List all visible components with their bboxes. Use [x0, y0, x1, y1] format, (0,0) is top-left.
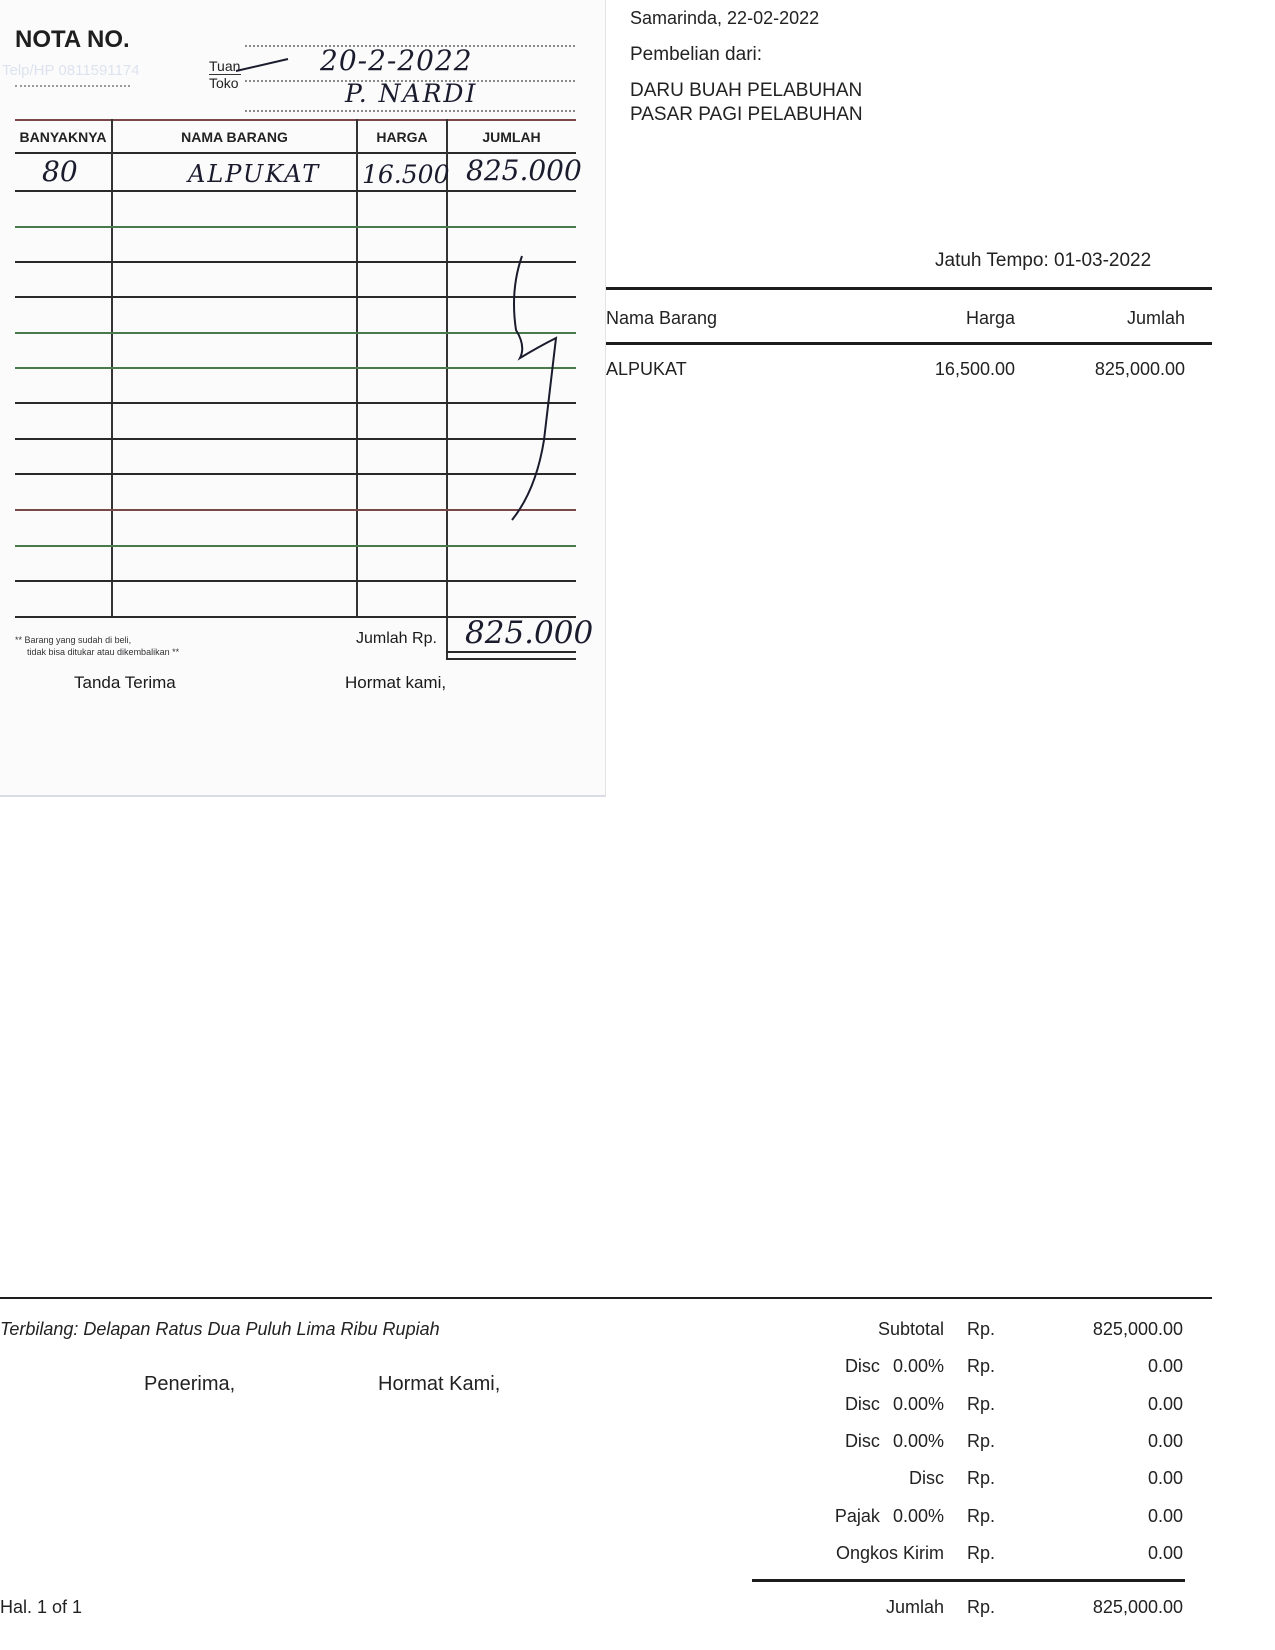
totals-currency: Rp.	[967, 1394, 996, 1414]
table-row-line	[15, 226, 576, 228]
totals-value: 825,000.00	[1092, 1319, 1183, 1339]
totals-currency: Rp.	[967, 1356, 996, 1376]
totals-label-name: Ongkos Kirim	[835, 1543, 944, 1563]
phone-dotted-line	[15, 85, 130, 87]
items-header-top-rule	[600, 287, 1212, 290]
receipt-regards-label: Hormat kami,	[345, 673, 447, 692]
item-name: ALPUKAT	[606, 359, 687, 379]
totals-label-percent: 0.00%	[892, 1356, 944, 1376]
tuan-label: Tuan	[209, 58, 241, 74]
column-header-item: NAMA BARANG	[181, 129, 288, 145]
table-row-line	[15, 402, 576, 404]
totals-currency: Rp.	[967, 1468, 996, 1488]
handwritten-receipt	[0, 0, 606, 797]
handwritten-date: 20-2-2022	[320, 44, 473, 77]
totals-value: 0.00	[1147, 1506, 1183, 1526]
footnote-line-2: tidak bisa ditukar atau dikembalikan **	[27, 647, 180, 657]
totals-value: 0.00	[1147, 1468, 1183, 1488]
items-header-bottom-rule	[600, 342, 1212, 345]
table-row-line	[15, 190, 576, 192]
items-header-price: Harga	[965, 308, 1015, 328]
totals-label	[760, 1431, 944, 1452]
totals-value: 0.00	[1147, 1394, 1183, 1414]
table-row-line	[15, 473, 576, 475]
item-amount: 825,000.00	[1094, 359, 1185, 379]
handwritten-name: P. NARDI	[345, 79, 478, 108]
totals-value: 0.00	[1147, 1543, 1183, 1563]
due-date: Jatuh Tempo: 01-03-2022	[935, 250, 1152, 271]
table-row-line	[15, 438, 576, 440]
totals-label-name: Disc	[844, 1394, 880, 1414]
ditto-pen-stroke	[500, 250, 570, 530]
seller-name: DARU BUAH PELABUHAN	[630, 80, 863, 101]
row-item: ALPUKAT	[188, 160, 321, 188]
grand-total-value: 825,000.00	[1092, 1597, 1183, 1617]
totals-label-name: Disc	[844, 1431, 880, 1451]
totals-currency: Rp.	[967, 1431, 996, 1451]
table-row-line	[15, 332, 576, 334]
totals-label	[760, 1506, 944, 1527]
column-header-qty: BANYAKNYA	[19, 129, 107, 145]
seller-address: PASAR PAGI PELABUHAN	[630, 104, 863, 125]
totals-currency: Rp.	[967, 1543, 996, 1563]
column-header-price: HARGA	[376, 129, 428, 145]
regards-label: Hormat Kami,	[378, 1373, 501, 1395]
totals-currency: Rp.	[967, 1319, 996, 1339]
totals-label-percent: 0.00%	[892, 1506, 944, 1526]
table-top-rule	[15, 119, 576, 121]
totals-label	[760, 1319, 944, 1340]
footnote-line-1: ** Barang yang sudah di beli,	[15, 635, 132, 645]
toko-label: Toko	[209, 75, 239, 91]
totals-currency: Rp.	[967, 1506, 996, 1526]
table-row-line	[15, 509, 576, 511]
row-amount: 825.000	[466, 154, 582, 187]
grand-total-label: Jumlah	[885, 1597, 944, 1617]
totals-label	[760, 1543, 944, 1564]
col-divider-3	[446, 119, 448, 660]
row-qty: 80	[42, 155, 78, 188]
page-info: Hal. 1 of 1	[0, 1597, 83, 1617]
totals-label-name: Subtotal	[877, 1319, 944, 1339]
table-row-line	[15, 296, 576, 298]
address-dotted-line	[245, 110, 575, 112]
table-row-line	[15, 261, 576, 263]
table-row-line	[15, 580, 576, 582]
place-date: Samarinda, 22-02-2022	[630, 8, 820, 28]
item-price: 16,500.00	[934, 359, 1015, 379]
column-header-amount: JUMLAH	[482, 129, 541, 145]
table-row-line	[15, 367, 576, 369]
items-header-name: Nama Barang	[606, 308, 718, 328]
receiver-label: Penerima,	[144, 1373, 236, 1395]
receipt-title: NOTA NO.	[15, 26, 130, 53]
grand-total-currency: Rp.	[967, 1597, 996, 1617]
totals-label	[760, 1468, 944, 1489]
totals-label-name: Pajak	[834, 1506, 880, 1526]
totals-label	[760, 1356, 944, 1377]
table-row-line	[15, 545, 576, 547]
receipt-faded-phone: Telp/HP 0811591174	[2, 62, 140, 79]
items-header-amount: Jumlah	[1126, 308, 1185, 328]
totals-label-percent: 0.00%	[892, 1394, 944, 1414]
receipt-total-value: 825.000	[465, 615, 594, 651]
totals-value: 0.00	[1147, 1431, 1183, 1451]
totals-value: 0.00	[1147, 1356, 1183, 1376]
totals-label	[760, 1394, 944, 1415]
totals-label-name: Disc	[844, 1356, 880, 1376]
amount-in-words: Terbilang: Delapan Ratus Dua Puluh Lima Ribu Rupiah	[0, 1319, 440, 1339]
row-price: 16.500	[362, 160, 450, 189]
total-underline-2	[446, 658, 576, 660]
receipt-total-label: Jumlah Rp.	[356, 630, 437, 647]
grand-total-rule	[752, 1579, 1185, 1582]
totals-label-percent: 0.00%	[892, 1431, 944, 1451]
strike-pen-mark	[232, 57, 292, 77]
purchase-from-label: Pembelian dari:	[630, 44, 763, 65]
totals-label-name: Disc	[909, 1468, 944, 1488]
receipt-received-label: Tanda Terima	[74, 673, 176, 692]
total-underline-1	[446, 651, 576, 653]
footer-rule	[0, 1297, 1212, 1299]
